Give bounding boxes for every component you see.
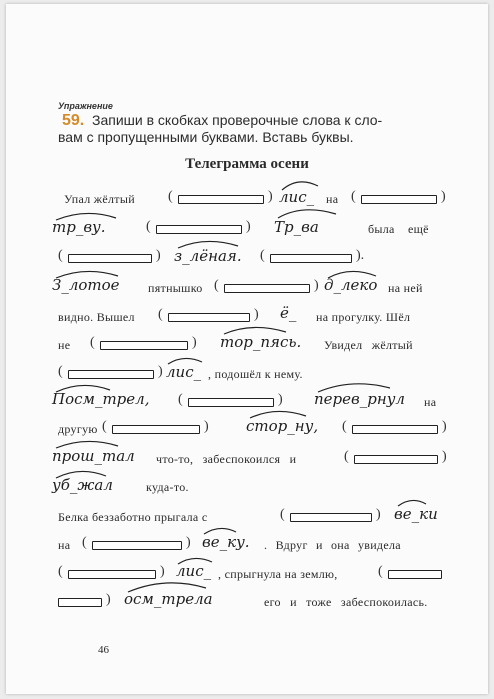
paren-close: ) (158, 364, 163, 379)
paren-close: ) (246, 219, 251, 234)
paren-close: ) (441, 189, 446, 204)
handwritten-word: лис_ (279, 188, 315, 206)
handwritten-word: лис_ (176, 562, 212, 580)
text-sprygnula: , спрыгнула на землю, (218, 567, 338, 581)
handwritten-word: лис_ (166, 363, 202, 381)
page-number: 46 (98, 644, 109, 656)
paren-close: ) (186, 535, 191, 550)
paren-close: ) (268, 189, 273, 204)
paren-open: ( (146, 219, 151, 234)
exercise-number: 59. (62, 112, 85, 129)
text-ne: не (58, 338, 71, 352)
handwritten-word: прош_тал (52, 447, 135, 465)
text-podoshel: , подошёл к нему. (208, 367, 303, 381)
paren-open: ( (102, 419, 107, 434)
paren-open: ( (58, 248, 63, 263)
text-chto-to: что-то, забеспокоился и (156, 452, 297, 466)
paren-close: ) (254, 307, 259, 322)
paren-open: ( (168, 189, 173, 204)
paren-close: ) (442, 449, 447, 464)
paren-close: ) (204, 419, 209, 434)
handwritten-word: тор_пясь. (220, 333, 302, 351)
paren-close: ) (278, 392, 283, 407)
paren-open: ( (351, 189, 356, 204)
text-kuda-to: куда-то. (146, 480, 189, 494)
paren-open: ( (342, 419, 347, 434)
text-ego-i-tozhe: его и тоже забеспокоилась. (264, 595, 428, 609)
text-uvidel: Увидел жёлтый (324, 338, 413, 352)
paren-close: ) (442, 419, 447, 434)
text-vdrug: . Вдруг и она увидела (264, 538, 401, 552)
text-druguyu: другую (58, 422, 98, 436)
paren-close: ) (192, 335, 197, 350)
workbook-page (6, 4, 488, 694)
text-na: на (326, 192, 339, 206)
paren-open: ( (214, 278, 219, 293)
paren-open: ( (378, 564, 383, 579)
paren-close: ) (314, 278, 319, 293)
telegram-title: Телеграмма осени (185, 156, 309, 172)
handwritten-word: уб_жал (52, 476, 113, 494)
handwritten-word: тр_ву. (52, 218, 106, 236)
text-na-progulku: на прогулку. Шёл (316, 310, 411, 324)
paren-open: ( (90, 335, 95, 350)
paren-open: ( (58, 564, 63, 579)
paren-open: ( (82, 535, 87, 550)
handwritten-word: ве_ку. (202, 533, 250, 551)
handwritten-word: Посм_трел, (52, 390, 150, 408)
handwritten-word: З_лотое (52, 276, 120, 294)
handwritten-word: ве_ки (394, 505, 438, 523)
handwritten-word: Тр_ва (274, 218, 319, 236)
paren-open: ( (280, 507, 285, 522)
handwritten-word: осм_трела (124, 590, 213, 608)
handwritten-word: з_лёная. (174, 247, 242, 265)
handwritten-word: перев_рнул (314, 390, 405, 408)
text-vidno-vyshel: видно. Вышел (58, 310, 135, 324)
text-byla-eshche: была ещё (368, 222, 429, 236)
root-arcs (6, 4, 488, 694)
instruction-line-2: вам с пропущенными буквами. Вставь буквы. (58, 129, 354, 145)
text-belka: Белка беззаботно прыгала с (58, 510, 208, 524)
paren-close-period: ). (356, 248, 365, 263)
handwritten-word: ё_ (280, 304, 297, 322)
exercise-label: Упражнение (58, 101, 113, 111)
paren-open: ( (178, 392, 183, 407)
text-pyatnyshko: пятнышко (148, 281, 203, 295)
paren-close: ) (106, 592, 111, 607)
text-na-nei: на ней (388, 281, 423, 295)
paren-close: ) (376, 507, 381, 522)
instruction-line-1: Запиши в скобках проверочные слова к сло- (92, 112, 383, 128)
handwritten-word: стор_ну, (246, 417, 319, 435)
paren-open: ( (58, 364, 63, 379)
paren-open: ( (344, 449, 349, 464)
paren-close: ) (156, 248, 161, 263)
handwritten-word: д_леко (324, 276, 378, 294)
text-upal: Упал жёлтый (64, 192, 135, 206)
paren-open: ( (158, 307, 163, 322)
text-na: на (424, 395, 437, 409)
paren-close: ) (160, 564, 165, 579)
paren-open: ( (260, 248, 265, 263)
text-na: на (58, 538, 71, 552)
